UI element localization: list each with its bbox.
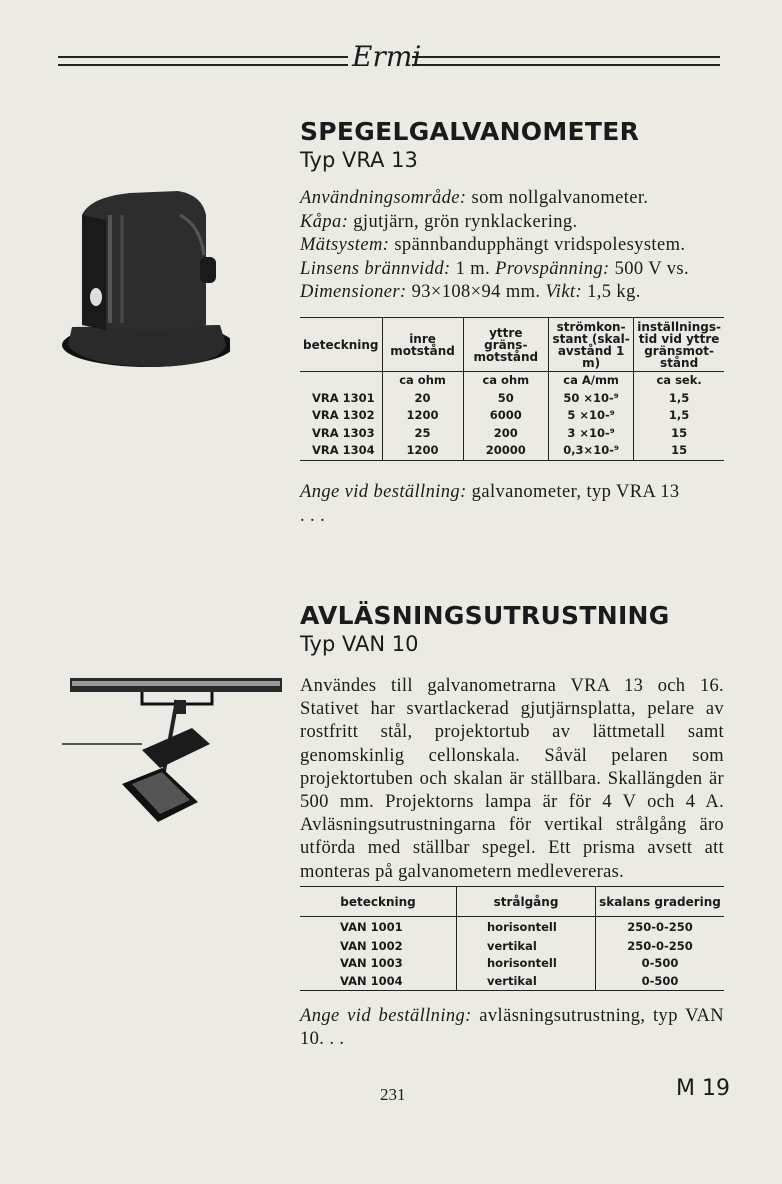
ermi-logo: Ermi <box>352 40 422 73</box>
cell: 15 <box>634 442 724 460</box>
cell: VRA 1304 <box>312 443 375 457</box>
unit-cell <box>300 372 382 390</box>
cell: VRA 1303 <box>312 425 375 440</box>
cell: 1200 <box>382 442 463 460</box>
page-number: 231 <box>380 1085 406 1104</box>
spec-value: som nollgalvanometer. <box>466 188 649 208</box>
order-label: Ange vid beställning: <box>300 482 467 502</box>
spec-label: Kåpa: <box>300 211 349 232</box>
galvanometer-image <box>60 185 230 370</box>
galvanometer-table <box>300 317 724 461</box>
col-header: yttre gräns-motstånd <box>463 318 548 372</box>
header-rule-right <box>412 56 720 66</box>
spec-value: gjutjärn, grön rynklackering. <box>348 211 578 232</box>
cell: 25 <box>382 425 463 443</box>
spec-label: Linsens brännvidd: <box>300 258 451 279</box>
section-title-reading-equipment: AVLÄSNINGSUTRUSTNING <box>300 601 670 630</box>
cell: 3 ×10-⁹ <box>548 425 633 443</box>
spec-value: spännbandupphängt vridspolesystem. <box>389 235 686 255</box>
spec-value: 1 m. <box>450 258 496 279</box>
order-label: Ange vid beställning: <box>300 1006 472 1026</box>
header-rule-left <box>58 56 348 66</box>
section-title-galvanometer: SPEGELGALVANOMETER <box>300 117 640 146</box>
table-row <box>300 973 724 991</box>
col-header: inre motstånd <box>382 318 463 372</box>
order-text: galvanometer, typ VRA 13 <box>466 482 680 502</box>
reading-equipment-image <box>62 672 292 832</box>
cell: 1,5 <box>634 407 724 425</box>
spec-label: Provspänning: <box>495 258 610 279</box>
spec-label: Användningsområde: <box>300 188 467 208</box>
spec-label: Vikt: <box>545 282 583 302</box>
section-subtitle-galvanometer: Typ VRA 13 <box>300 148 418 172</box>
spec-label: Mätsystem: <box>300 235 390 255</box>
col-header: strömkon-stant (skal-avstånd 1 m) <box>548 318 633 372</box>
cell: 250-0-250 <box>596 917 725 938</box>
cell: 0-500 <box>596 973 725 991</box>
unit-row <box>300 372 724 390</box>
cell: VAN 1002 <box>340 938 403 953</box>
unit-cell: ca sek. <box>634 372 724 390</box>
cell: VAN 1003 <box>340 956 403 970</box>
table-row <box>300 407 724 425</box>
page-code: M 19 <box>676 1076 730 1101</box>
spec-value: 500 V vs. <box>609 258 690 279</box>
col-header: inställnings-tid vid yttre gränsmot-stånd <box>634 318 724 372</box>
cell: VAN 1001 <box>340 919 403 934</box>
unit-cell: ca A/mm <box>548 372 633 390</box>
cell: 0,3×10-⁹ <box>548 442 633 460</box>
specifications <box>300 187 720 305</box>
unit-cell: ca ohm <box>382 372 463 390</box>
unit-cell: ca ohm <box>463 372 548 390</box>
table-row <box>300 938 724 956</box>
table-row <box>300 425 724 443</box>
cell: VRA 1301 <box>312 390 375 405</box>
table-row <box>300 442 724 460</box>
cell: 250-0-250 <box>596 938 725 956</box>
col-header: beteckning <box>340 894 416 909</box>
description-paragraph: Användes till galvanometrarna VRA 13 och 16. Stativet har svartlackerad gjutjärnsplatta, pelare av rostfritt stål, projektortub av lättmetall samt genomskinlig cellonskala. Såväl pelaren som projektortuben och skalan är ställbara. Skallängden är 500 mm. Projektorns lampa är för 4 V och 4 A. Avläsningsutrustningarna för vertikal strålgång äro utförda med ställbar spegel. Ett prisma avsett att monteras på galvanometern medlevereras. <box>300 676 724 882</box>
cell: 20000 <box>463 442 548 460</box>
spec-label: Dimensioner: <box>300 282 407 302</box>
spec-value: 93×108×94 mm. <box>406 282 546 302</box>
cell: 0-500 <box>596 955 725 973</box>
cell: 200 <box>463 425 548 443</box>
cell: 1,5 <box>634 390 724 408</box>
order-dots: . . . <box>300 506 326 526</box>
order-note-reading-equipment <box>300 1005 724 1051</box>
spec-value: 1,5 kg. <box>582 282 641 302</box>
table-row <box>300 390 724 408</box>
cell: horisontell <box>457 917 596 938</box>
col-header: beteckning <box>303 337 379 352</box>
cell: 1200 <box>382 407 463 425</box>
table-row <box>300 917 724 938</box>
cell: vertikal <box>457 938 596 956</box>
order-note-galvanometer <box>300 482 680 503</box>
cell: VRA 1302 <box>312 408 375 422</box>
reading-equipment-table <box>300 886 724 991</box>
cell: 6000 <box>463 407 548 425</box>
order-text: avläsningsutrustning, typ VAN 10. . . <box>300 1006 724 1049</box>
section-subtitle-reading-equipment: Typ VAN 10 <box>300 632 419 656</box>
col-header: skalans gradering <box>596 887 725 917</box>
cell: 50 <box>463 390 548 408</box>
cell: 15 <box>634 425 724 443</box>
cell: horisontell <box>457 955 596 973</box>
col-header: strålgång <box>457 887 596 917</box>
cell: 5 ×10-⁹ <box>548 407 633 425</box>
cell: 50 ×10-⁹ <box>548 390 633 408</box>
cell: vertikal <box>457 973 596 991</box>
cell: 20 <box>382 390 463 408</box>
table-row <box>300 955 724 973</box>
cell: VAN 1004 <box>340 973 403 988</box>
